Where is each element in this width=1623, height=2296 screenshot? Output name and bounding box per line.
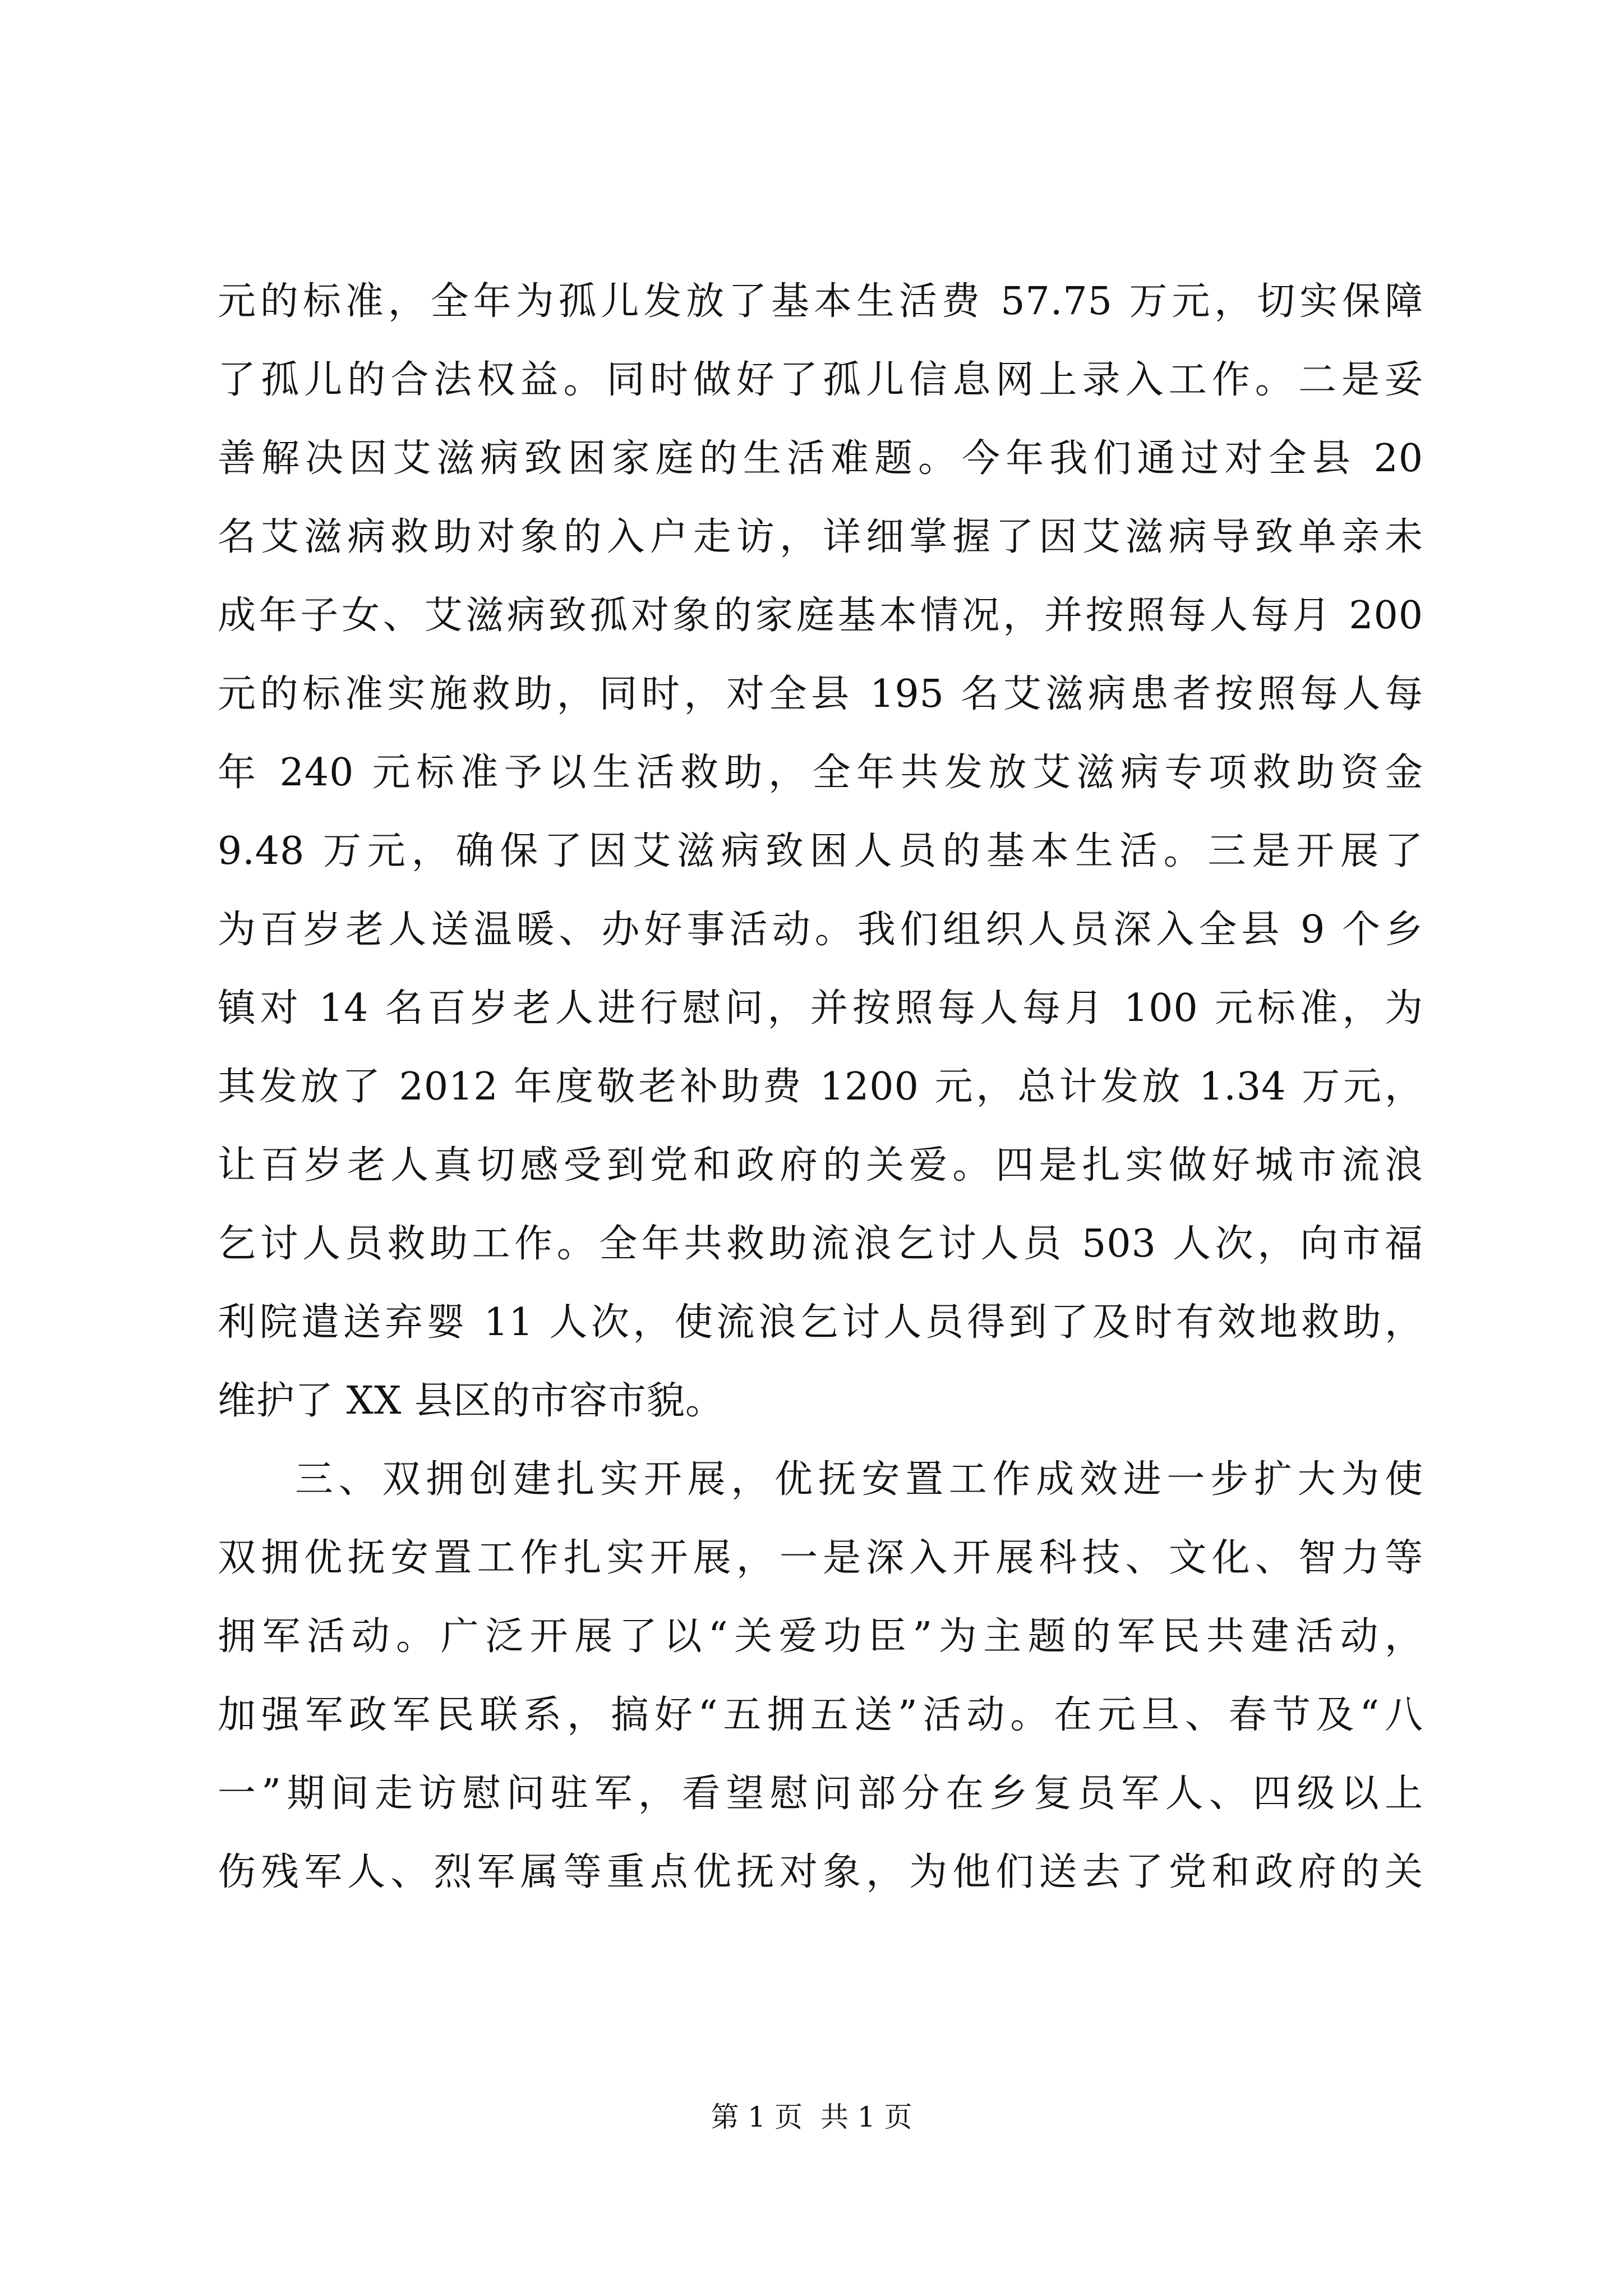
text-line: 维护了 XX 县区的市容市貌。: [218, 1379, 725, 1423]
text-line: 一”期间走访慰问驻军，看望慰问部分在乡复员军人、四级以上: [218, 1772, 1423, 1816]
text-line: 伤残军人、烈军属等重点优抚对象，为他们送去了党和政府的关: [218, 1850, 1423, 1894]
text-line: 名艾滋病救助对象的入户走访，详细掌握了因艾滋病导致单亲未: [218, 515, 1423, 559]
text-line: 双拥优抚安置工作扎实开展，一是深入开展科技、文化、智力等: [218, 1536, 1423, 1580]
text-line: 元的标准，全年为孤儿发放了基本生活费 57.75 万元，切实保障: [218, 279, 1423, 324]
text-line: 拥军活动。广泛开展了以“关爱功臣”为主题的军民共建活动，: [218, 1614, 1423, 1659]
body-text: [218, 263, 1423, 1912]
text-line: 利院遣送弃婴 11 人次，使流浪乞讨人员得到了及时有效地救助，: [218, 1300, 1423, 1345]
text-line: 乞讨人员救助工作。全年共救助流浪乞讨人员 503 人次，向市福: [218, 1222, 1423, 1266]
text-line: 让百岁老人真切感受到党和政府的关爱。四是扎实做好城市流浪: [218, 1143, 1423, 1188]
paragraph-first-line: 三、双拥创建扎实开展，优抚安置工作成效进一步扩大为使: [295, 1457, 1423, 1502]
page-total: 共 1 页: [820, 2101, 912, 2133]
text-line: 善解决因艾滋病致困家庭的生活难题。今年我们通过对全县 20: [218, 436, 1423, 481]
text-line: 其发放了 2012 年度敬老补助费 1200 元，总计发放 1.34 万元，: [218, 1065, 1423, 1109]
text-line: 镇对 14 名百岁老人进行慰问，并按照每人每月 100 元标准，为: [218, 986, 1423, 1030]
text-line: 成年子女、艾滋病致孤对象的家庭基本情况，并按照每人每月 200: [218, 593, 1423, 638]
text-line: 加强军政军民联系，搞好“五拥五送”活动。在元旦、春节及“八: [218, 1693, 1423, 1737]
text-line: 元的标准实施救助，同时，对全县 195 名艾滋病患者按照每人每: [218, 672, 1423, 716]
text-line: 年 240 元标准予以生活救助，全年共发放艾滋病专项救助资金: [218, 751, 1423, 795]
text-line: 9.48 万元，确保了因艾滋病致困人员的基本生活。三是开展了: [218, 829, 1423, 873]
page-footer: [0, 2100, 1623, 2134]
page-number: 第 1 页: [711, 2101, 803, 2133]
text-line: 了孤儿的合法权益。同时做好了孤儿信息网上录入工作。二是妥: [218, 358, 1423, 402]
text-line: 为百岁老人送温暖、办好事活动。我们组织人员深入全县 9 个乡: [218, 908, 1423, 952]
